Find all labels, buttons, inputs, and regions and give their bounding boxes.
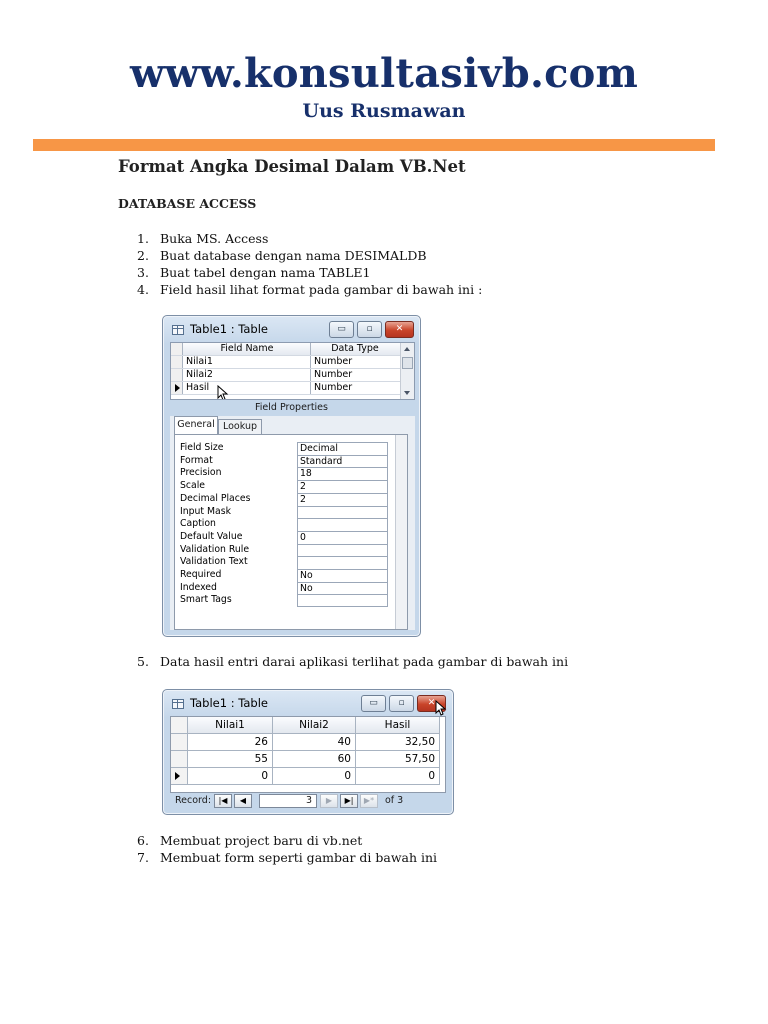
next-record-button[interactable]: ▶: [320, 794, 338, 808]
scroll-thumb[interactable]: [402, 357, 413, 369]
property-row[interactable]: [175, 556, 407, 569]
field-properties-panel: [170, 416, 415, 630]
field-grid-scrollbar[interactable]: [400, 343, 414, 399]
data-cell[interactable]: 55: [188, 751, 273, 768]
row-selector[interactable]: [171, 751, 188, 768]
property-value-field[interactable]: 2: [297, 480, 388, 493]
window-title: Table1 : Table: [190, 322, 268, 336]
first-record-button[interactable]: |◀: [214, 794, 232, 808]
property-name: Input Mask: [180, 505, 231, 517]
scroll-up-icon[interactable]: [404, 347, 410, 351]
property-name: Smart Tags: [180, 594, 232, 606]
data-cell[interactable]: 57,50: [356, 751, 440, 768]
data-cell[interactable]: 0: [188, 768, 273, 785]
row-selector[interactable]: [171, 734, 188, 751]
column-header-data-type[interactable]: Data Type: [331, 343, 379, 354]
table-datasheet-window: [162, 689, 454, 815]
property-row[interactable]: [175, 582, 407, 595]
property-row[interactable]: [175, 467, 407, 480]
row-selector-arrow-icon: [175, 772, 180, 780]
property-row[interactable]: [175, 442, 407, 455]
table-icon: [172, 699, 184, 709]
tab-general[interactable]: General: [174, 416, 218, 434]
step-item: 3. Buat tabel dengan nama TABLE1: [137, 265, 371, 280]
tab-lookup[interactable]: Lookup: [218, 419, 262, 434]
close-button[interactable]: ✕: [417, 695, 446, 712]
property-name: Format: [180, 454, 213, 466]
column-header-nilai2[interactable]: Nilai2: [273, 717, 356, 734]
row-selector-current[interactable]: [171, 768, 188, 785]
field-row[interactable]: Nilai2 Number: [171, 369, 414, 382]
step-item: 5. Data hasil entri darai aplikasi terlihat pada gambar di bawah ini: [137, 654, 569, 669]
property-value-field[interactable]: [297, 544, 388, 557]
property-value-field[interactable]: 0: [297, 531, 388, 544]
step-item: 4. Field hasil lihat format pada gambar di bawah ini :: [137, 282, 483, 297]
data-cell[interactable]: 0: [356, 768, 440, 785]
property-value-field[interactable]: 2: [297, 493, 388, 506]
field-row[interactable]: Nilai1 Number: [171, 356, 414, 369]
datasheet-grid: [170, 716, 446, 793]
record-label: Record:: [175, 795, 212, 806]
column-header-nilai1[interactable]: Nilai1: [188, 717, 273, 734]
maximize-button[interactable]: ▫: [389, 695, 414, 712]
header-divider: [33, 139, 715, 151]
property-row[interactable]: [175, 506, 407, 519]
property-name: Field Size: [180, 442, 224, 453]
step-item: 2. Buat database dengan nama DESIMALDB: [137, 248, 427, 263]
document-heading: Format Angka Desimal Dalam VB.Net: [118, 157, 466, 176]
property-name: Indexed: [180, 581, 217, 593]
column-header-hasil[interactable]: Hasil: [356, 717, 440, 734]
field-grid-header: [171, 343, 414, 356]
window-title: Table1 : Table: [190, 696, 268, 710]
property-row[interactable]: [175, 455, 407, 468]
new-record-button[interactable]: ▶*: [360, 794, 378, 808]
property-value-field[interactable]: [297, 518, 388, 531]
property-name: Decimal Places: [180, 492, 251, 504]
property-name: Required: [180, 569, 222, 580]
last-record-button[interactable]: ▶|: [340, 794, 358, 808]
general-properties-sheet: [174, 434, 408, 630]
property-name: Precision: [180, 467, 222, 479]
properties-scrollbar[interactable]: [395, 435, 407, 629]
property-value-field[interactable]: 18: [297, 467, 388, 480]
minimize-button[interactable]: ▭: [329, 321, 354, 338]
record-navigator: [175, 794, 445, 808]
step-item: 7. Membuat form seperti gambar di bawah ini: [137, 850, 438, 865]
property-value-field[interactable]: [297, 506, 388, 519]
property-row[interactable]: [175, 544, 407, 557]
maximize-button[interactable]: ▫: [357, 321, 382, 338]
property-value-field[interactable]: Decimal: [297, 442, 388, 455]
step-item: 1. Buka MS. Access: [137, 231, 269, 246]
property-name: Default Value: [180, 530, 243, 542]
property-value-field[interactable]: [297, 594, 388, 607]
step-item: 6. Membuat project baru di vb.net: [137, 833, 363, 848]
close-button[interactable]: ✕: [385, 321, 414, 338]
author-name: Uus Rusmawan: [302, 100, 466, 122]
data-cell[interactable]: 32,50: [356, 734, 440, 751]
record-count: of 3: [385, 795, 404, 806]
property-name: Caption: [180, 518, 216, 530]
minimize-button[interactable]: ▭: [361, 695, 386, 712]
property-list: [175, 442, 407, 622]
property-name: Validation Rule: [180, 543, 250, 555]
property-value-field[interactable]: Standard: [297, 455, 388, 468]
data-cell[interactable]: 0: [273, 768, 356, 785]
select-all-cell[interactable]: [171, 717, 188, 734]
row-selector-arrow-icon: [175, 384, 180, 392]
property-row[interactable]: [175, 531, 407, 544]
field-row-selected[interactable]: Hasil Number: [171, 382, 414, 395]
property-row[interactable]: [175, 493, 407, 506]
data-cell[interactable]: 60: [273, 751, 356, 768]
current-record-field[interactable]: 3: [259, 794, 317, 808]
field-properties-label: Field Properties: [255, 402, 328, 413]
window-titlebar[interactable]: [163, 316, 420, 344]
section-heading: DATABASE ACCESS: [118, 196, 257, 211]
property-name: Scale: [180, 480, 206, 492]
property-row[interactable]: [175, 480, 407, 493]
previous-record-button[interactable]: ◀: [234, 794, 252, 808]
property-row[interactable]: [175, 569, 407, 582]
window-titlebar[interactable]: [163, 690, 453, 718]
site-title: www.konsultasivb.com: [129, 50, 639, 97]
table-icon: [172, 325, 184, 335]
property-value-field[interactable]: No: [297, 569, 388, 582]
table-design-window: [162, 315, 421, 637]
column-header-field-name[interactable]: Field Name: [184, 343, 311, 355]
property-name: Validation Text: [180, 556, 248, 568]
property-value-field[interactable]: [297, 556, 388, 569]
property-row[interactable]: [175, 594, 407, 607]
property-value-field[interactable]: No: [297, 582, 388, 595]
scroll-down-icon[interactable]: [404, 391, 410, 395]
property-row[interactable]: [175, 518, 407, 531]
data-cell[interactable]: 40: [273, 734, 356, 751]
field-grid: [170, 342, 415, 400]
data-cell[interactable]: 26: [188, 734, 273, 751]
